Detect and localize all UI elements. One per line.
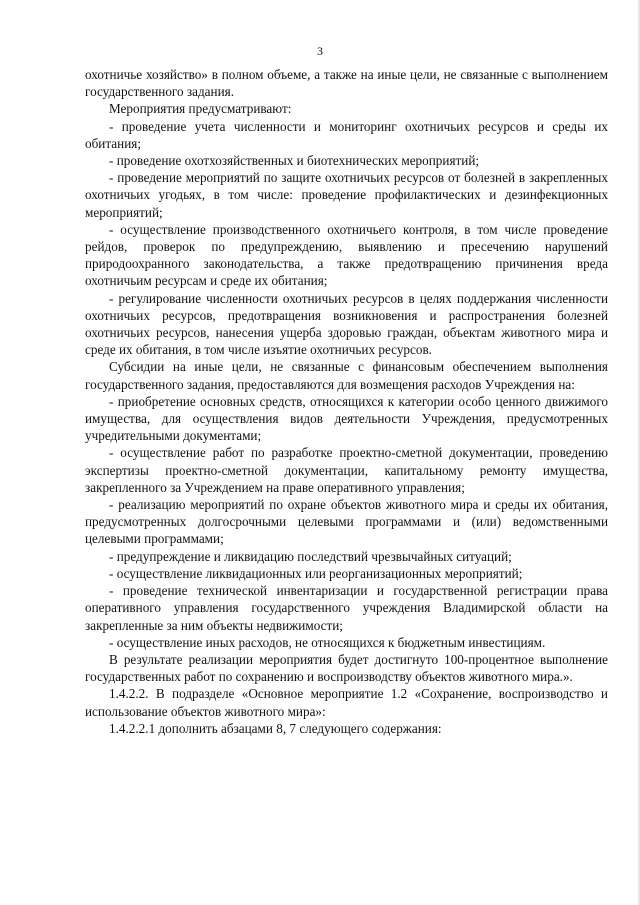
- list-item-inventory-registration: - проведение технической инвентаризации и государственной регистрации права оперативного управления государственного учреждения Владимирской области на закрепленные за ним объекты недвижимости;: [85, 583, 608, 633]
- list-item-fixed-assets: - приобретение основных средств, относящихся к категории особо ценного движимого имущества, для осуществления видов деятельности Учреждения, предусмотренных учредительными документами;: [85, 393, 608, 444]
- list-item-population-regulation: - регулирование численности охотничьих ресурсов в целях поддержания численности охотничьих ресурсов, предотвращения возникновения и распространения болезней охотничьих ресурсов, нанесения ущерба здоровью граждан, объектам животного мира и среде их обитания, в том числе изъятие охотничьих ресурсов.: [85, 290, 608, 358]
- paragraph-result: В результате реализации мероприятия будет достигнуто 100-процентное выполнение государственных работ по сохранению и воспроизводству объектов животного мира.».: [85, 651, 608, 685]
- list-item-hunting-control: - осуществление производственного охотничьего контроля, в том числе проведение рейдов, проверок по предупреждению, выявлению и пресечению нарушений природоохранного законодательства, а также предотвращению причинения вреда охотничьим ресурсам и среде их обитания;: [85, 221, 608, 289]
- paragraph-measures-heading: Мероприятия предусматривают:: [109, 101, 292, 117]
- list-item-liquidation: - осуществление ликвидационных или реорганизационных мероприятий;: [109, 565, 523, 581]
- list-item-design-documentation: - осуществление работ по разработке проектно-сметной документации, проведению экспертизы проектно-сметной документации, капитальному ремонту имущества, закрепленного за Учреждением на праве оперативного управления;: [85, 445, 608, 495]
- list-item-emergencies: - предупреждение и ликвидацию последствий чрезвычайных ситуаций;: [109, 548, 512, 564]
- paragraph-section-1-4-2-2-1: 1.4.2.2.1 дополнить абзацами 8, 7 следующего содержания:: [109, 720, 442, 736]
- page-number: 3: [317, 44, 323, 58]
- list-item-disease-protection: - проведение мероприятий по защите охотничьих ресурсов от болезней в закрепленных охотничьих угодьях, в том числе: проведение профилактических и дезинфекционных мероприятий;: [85, 170, 608, 220]
- paragraph-subsidies: Субсидии на иные цели, не связанные с финансовым обеспечением выполнения государственного задания, предоставляются для возмещения расходов Учреждения на:: [85, 359, 608, 392]
- paragraph-section-1-4-2-2: 1.4.2.2. В подразделе «Основное мероприятие 1.2 «Сохранение, воспроизводство и использование объектов животного мира»:: [85, 686, 608, 719]
- list-item-biotechnical: - проведение охотхозяйственных и биотехнических мероприятий;: [109, 153, 480, 169]
- list-item-other-expenses: - осуществление иных расходов, не относящихся к бюджетным инвестициям.: [109, 634, 546, 650]
- list-item-accounting: - проведение учета численности и мониторинг охотничьих ресурсов и среды их обитания;: [85, 118, 608, 151]
- document-body: [85, 66, 608, 737]
- list-item-wildlife-protection: - реализацию мероприятий по охране объектов животного мира и среды их обитания, предусмотренных долгосрочными целевыми программами и (или) ведомственными целевыми программами;: [85, 497, 608, 547]
- paragraph-intro: охотничье хозяйство» в полном объеме, а также на иные цели, не связанные с выполнением государственного задания.: [85, 67, 608, 100]
